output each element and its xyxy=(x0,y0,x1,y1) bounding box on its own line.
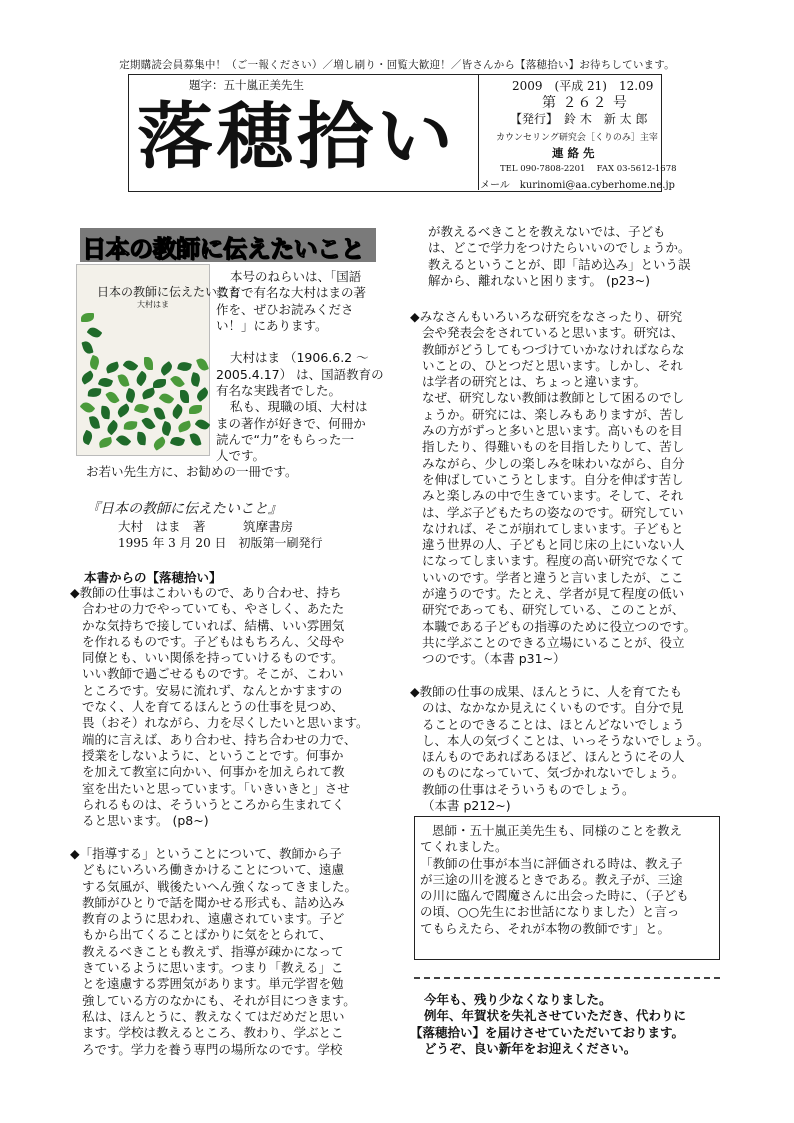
leaf-decoration xyxy=(88,387,102,397)
leaf-decoration xyxy=(160,421,173,436)
leaf-decoration xyxy=(117,373,129,388)
newsletter-logo: 落穂拾い xyxy=(137,94,457,179)
book-cover-title: 日本の教師に伝えたいこと xyxy=(97,285,242,299)
leaf-decoration xyxy=(152,436,168,451)
text-line: 有名な実践者でした。 xyxy=(216,383,342,399)
text-line: を加えて教室に向かい、何事かを加えられて教 xyxy=(82,764,345,780)
leaf-decoration xyxy=(81,430,95,446)
leaf-decoration xyxy=(159,391,175,406)
leaf-decoration xyxy=(170,404,185,420)
text-line: は学者の研究とは、ちょっと違います。 xyxy=(422,374,647,390)
text-line: ◆教師の仕事はこわいもので、あり合わせ、持ち xyxy=(70,585,342,600)
masthead-title-area xyxy=(129,75,479,190)
email-address: メール kurinomi@aa.cyberhome.ne.jp xyxy=(480,180,675,191)
leaf-decoration xyxy=(81,340,93,355)
leaf-decoration xyxy=(100,406,110,420)
text-line: とを遠慮する雰囲気があります。単元学習を勉 xyxy=(82,976,344,992)
text-line: どもにいろいろ働きかけることについて、遠慮 xyxy=(82,862,345,878)
article-title: 日本の教師に伝えたいこと xyxy=(82,235,364,263)
text-line: かな気持ちで接していれば、結構、いい雰囲気 xyxy=(82,617,345,633)
text-line: ると思います。 (p8~) xyxy=(82,813,209,829)
text-line: なければ、そこが崩れてしまいます。子どもと xyxy=(422,520,684,536)
text-line: みながら、少しの楽しみを味わいながら、自分 xyxy=(422,455,685,471)
text-line: 指したり、得難いものを目指したりして、苦し xyxy=(422,439,685,455)
text-line: 恩師・五十嵐正美先生も、同様のことを教え xyxy=(432,823,683,838)
text-line: 教師がひとりで話を聞かせる形式も、詰め込み xyxy=(82,894,345,910)
text-line: ょうか。研究には、楽しみもありますが、苦し xyxy=(422,406,685,422)
leaf-decoration xyxy=(105,420,120,436)
leaf-decoration xyxy=(195,417,211,432)
text-line: ろです。学力を養う専門の場所なのです。学校 xyxy=(82,1041,343,1057)
text-line: し、本人の気づくことは、いっそうないでしょう。 xyxy=(422,732,710,748)
text-line: いいのです。学者と違うと言いましたが、ここ xyxy=(422,569,684,585)
leaf-decoration xyxy=(189,372,201,387)
book-cover-image xyxy=(76,264,242,456)
leaf-decoration xyxy=(170,435,185,448)
text-line: ◆みなさんもいろいろな研究をなさったり、研究 xyxy=(410,309,683,324)
leaf-decoration xyxy=(177,420,192,432)
leaf-decoration xyxy=(195,387,211,402)
leaf-decoration xyxy=(87,325,103,340)
closing-message xyxy=(410,992,686,1057)
text-line: が教えるべきことを教えないでは、子ども xyxy=(428,224,666,239)
text-line: みと楽しみの中で生きています。そして、それ xyxy=(422,488,684,504)
leaf-decoration xyxy=(134,402,149,415)
text-line: 教師の仕事はそういうものでしょう。 xyxy=(422,781,635,797)
phone-fax: TEL 090-7808-2201 FAX 03-5612-1678 xyxy=(500,164,677,174)
leaf-decoration xyxy=(177,360,192,372)
contact-label: 連 絡 先 xyxy=(552,146,595,160)
leaf-decoration xyxy=(170,374,185,390)
text-line: きているように思います。つまり「教える」こ xyxy=(82,960,344,976)
text-line: の頃、○○先生にお世話になりました）と言っ xyxy=(420,904,680,920)
text-line xyxy=(216,334,384,350)
text-line: ます。学校は教えるところ、教わり、学ぶとこ xyxy=(82,1025,344,1041)
leaf-decoration xyxy=(136,432,146,446)
text-line: のものになっていて、気づかれないでしょう。 xyxy=(422,765,685,781)
leaf-decoration xyxy=(98,376,113,389)
leaf-decoration xyxy=(153,379,166,388)
issue-number: 第 ２６２ 号 xyxy=(542,95,628,111)
intro-text xyxy=(216,269,384,465)
text-line: 教育で有名な大村はまの著 xyxy=(216,285,367,301)
text-line: い！」にあります。 xyxy=(216,317,328,333)
leaf-decoration xyxy=(134,371,149,387)
text-line: ◆教師の仕事の成果、ほんとうに、人を育てたも xyxy=(410,684,683,699)
leaf-decoration xyxy=(189,405,202,414)
quote-paragraph-2 xyxy=(70,846,357,1058)
text-line: どうぞ、良い新年をお迎えください。 xyxy=(424,1040,637,1056)
text-line: 室を出たいと思っています。「いきいきと」させ xyxy=(82,780,350,796)
book-cover-author: 大村はま xyxy=(137,300,169,309)
quote-paragraph-4 xyxy=(410,684,710,814)
text-line: 教えるということが、即「詰め込み」という誤 xyxy=(428,256,691,272)
dashed-divider xyxy=(414,977,720,979)
text-line: は、どこで学力をつけたらいいのでしょうか。 xyxy=(428,240,691,256)
issue-date: 2009 (平成 21) 12.09 xyxy=(512,79,654,93)
text-line: 本号のねらいは、「国語 xyxy=(230,269,362,284)
text-line: 今年も、残り少なくなりました。 xyxy=(424,992,612,1007)
masthead xyxy=(128,74,677,192)
text-line: 教育のように思われ、遠慮されています。子ど xyxy=(82,911,345,927)
text-line: 例年、年賀状を失礼させていただき、代わりに xyxy=(424,1008,687,1024)
book-author-publisher: 大村 はま 著 筑摩書房 xyxy=(118,519,294,534)
text-line: が三途の川を渡るときである。教え子が、三途 xyxy=(420,871,683,887)
masthead-info xyxy=(480,75,677,191)
text-line: する気風が、戦後たいへん強くなってきました。 xyxy=(82,878,358,894)
text-line: のは、なかなか見えにくいものです。自分で見 xyxy=(422,700,684,716)
intro-tail: お若い先生方に、お勧めの一冊です。 xyxy=(86,464,298,479)
text-line: は、学ぶ子どもたちの姿なのです。研究してい xyxy=(422,504,684,520)
text-line: 研究であっても、研究している、このことが、 xyxy=(422,602,685,618)
text-line: 教えるべきことも教えず、指導が疎かになって xyxy=(82,943,344,959)
text-line: 「教師の仕事が本当に評価される時は、教え子 xyxy=(420,855,683,871)
text-line: 会や発表会をされていると思います。研究は、 xyxy=(422,325,684,341)
leaf-decoration xyxy=(189,432,201,447)
book-title: 『日本の教師に伝えたいこと』 xyxy=(86,501,282,517)
text-line: 端的に言えば、あり合わせ、持ち合わせの力で、 xyxy=(82,731,357,747)
text-line: 読んで“力”をもらった一 xyxy=(216,431,354,447)
banner-notice: 定期購読会員募集中！（ご一報ください）／増し刷り・回覧大歓迎！／皆さんから【落穂拾い】お待ちしています。 xyxy=(119,59,675,71)
masthead-subtitle: 題字：五十嵐正美先生 xyxy=(189,78,304,92)
text-line: でなく、人を育てるほんとうの仕事を見つめ、 xyxy=(82,699,344,715)
text-line: 教師がどうしてもつづけていかなければならな xyxy=(422,341,685,357)
quote-paragraph-2-continued xyxy=(428,224,691,289)
text-line: られるものは、そういうところから生まれてく xyxy=(82,796,345,812)
text-line: 本職である子どもの指導のために役立つのです。 xyxy=(422,618,697,634)
text-line: 私は、ほんとうに、教えなくてはだめだと思い xyxy=(82,1008,345,1024)
text-line: ほんものであればあるほど、ほんとうにその人 xyxy=(422,749,685,765)
leaf-decoration xyxy=(88,355,101,370)
text-line: 私も、現職の頃、大村は xyxy=(230,399,368,415)
text-line: 同僚とも、いい関係を持っていけるものです。 xyxy=(82,650,344,666)
teacher-quote-text xyxy=(420,823,689,937)
leaf-decoration xyxy=(159,361,175,376)
text-line: 【落穂拾い】を届けさせていただいております。 xyxy=(410,1024,685,1040)
quote-paragraph-1 xyxy=(70,585,369,829)
leaf-decoration xyxy=(124,420,138,430)
leaf-decoration xyxy=(80,370,96,385)
leaf-decoration xyxy=(196,357,209,372)
text-line: みの方がずっと多いと思います。高いものを目 xyxy=(422,423,683,439)
leaf-decoration xyxy=(123,358,139,373)
leaf-decoration xyxy=(144,357,153,370)
leaf-decoration xyxy=(89,415,100,429)
text-line: 大村はま （1906.6.2 ～ xyxy=(230,350,369,366)
text-line: を伸ばしていこうとします。自分を伸ばす苦し xyxy=(422,471,684,487)
text-line: 合わせの力でやっていても、やさしく、あたた xyxy=(82,601,345,617)
text-line: ることのできることは、ほとんどないでしょう xyxy=(422,716,685,732)
text-line: になってしまいます。程度の高い研究でなくて xyxy=(422,553,684,569)
organization: カウンセリング研究会［くりのみ］主宰 xyxy=(496,133,658,143)
text-line: てくれました。 xyxy=(420,839,508,855)
section-heading: 本書からの【落穂拾い】 xyxy=(84,570,222,585)
text-line: 畏（おそ）れながら、力を尽くしたいと思います。 xyxy=(82,715,369,731)
leaf-decoration xyxy=(98,437,112,448)
leaf-decoration xyxy=(153,406,165,421)
text-line: 授業をしないように、ということです。何事か xyxy=(82,747,344,763)
text-line: まの著作が好きで、何冊か xyxy=(216,415,366,431)
leaf-decoration xyxy=(141,416,156,432)
leaf-decoration xyxy=(105,361,120,373)
text-line: の川に臨んで閻魔さんに出会った時に、（子ども xyxy=(420,888,689,904)
book-publish-date: 1995 年 3 月 20 日 初版第一刷発行 xyxy=(118,536,323,550)
text-line: ところです。安易に流れず、なんとかすますの xyxy=(82,682,343,698)
text-line: 2005.4.17） は、国語教育の xyxy=(216,366,384,382)
text-line: 作を、ぜひお読みくださ xyxy=(216,301,354,317)
text-line: 共に学ぶことのできる立場にいることが、役立 xyxy=(422,634,685,650)
leaf-decoration xyxy=(105,390,120,406)
text-line: てもらえたら、それが本物の教師です」と。 xyxy=(420,920,671,936)
text-line: つのです。（本書 p31~） xyxy=(422,651,566,667)
text-line: （本書 p212~) xyxy=(422,798,511,814)
leaf-decoration xyxy=(141,387,156,399)
leaf-decoration xyxy=(180,390,189,403)
text-line: 違う世界の人、子どもと同じ床の上にいない人 xyxy=(422,537,685,553)
leaf-decoration xyxy=(124,388,137,403)
text-line: もから出てくることばかりに気をとられて、 xyxy=(82,927,332,943)
text-line: ◆「指導する」ということについて、教師から子 xyxy=(70,846,342,861)
text-line: いことの、ひとつだと思います。しかし、それ xyxy=(422,357,683,373)
text-line: を作れるものです。子どもはもちろん、父母や xyxy=(82,633,345,649)
leaf-decoration xyxy=(116,403,132,418)
text-line: 人です。 xyxy=(216,448,266,464)
text-line: が違うのです。たとえ、学者が見て程度の低い xyxy=(422,586,685,602)
quote-paragraph-3 xyxy=(410,309,696,668)
leaf-decoration xyxy=(80,400,96,415)
text-line: 強している方のなかにも、それが目につきます。 xyxy=(82,992,356,1008)
text-line: いい教師で過ごせるものです。そこが、こわい xyxy=(82,666,344,682)
leaf-decoration xyxy=(116,433,132,448)
leaf-decoration xyxy=(81,313,94,322)
text-line: 解から、離れないと困ります。 (p23~) xyxy=(428,272,651,288)
publisher: 【発行】 鈴 木 新 太 郎 xyxy=(510,112,648,126)
text-line: なぜ、研究しない教師は教師として困るのでし xyxy=(422,390,685,406)
